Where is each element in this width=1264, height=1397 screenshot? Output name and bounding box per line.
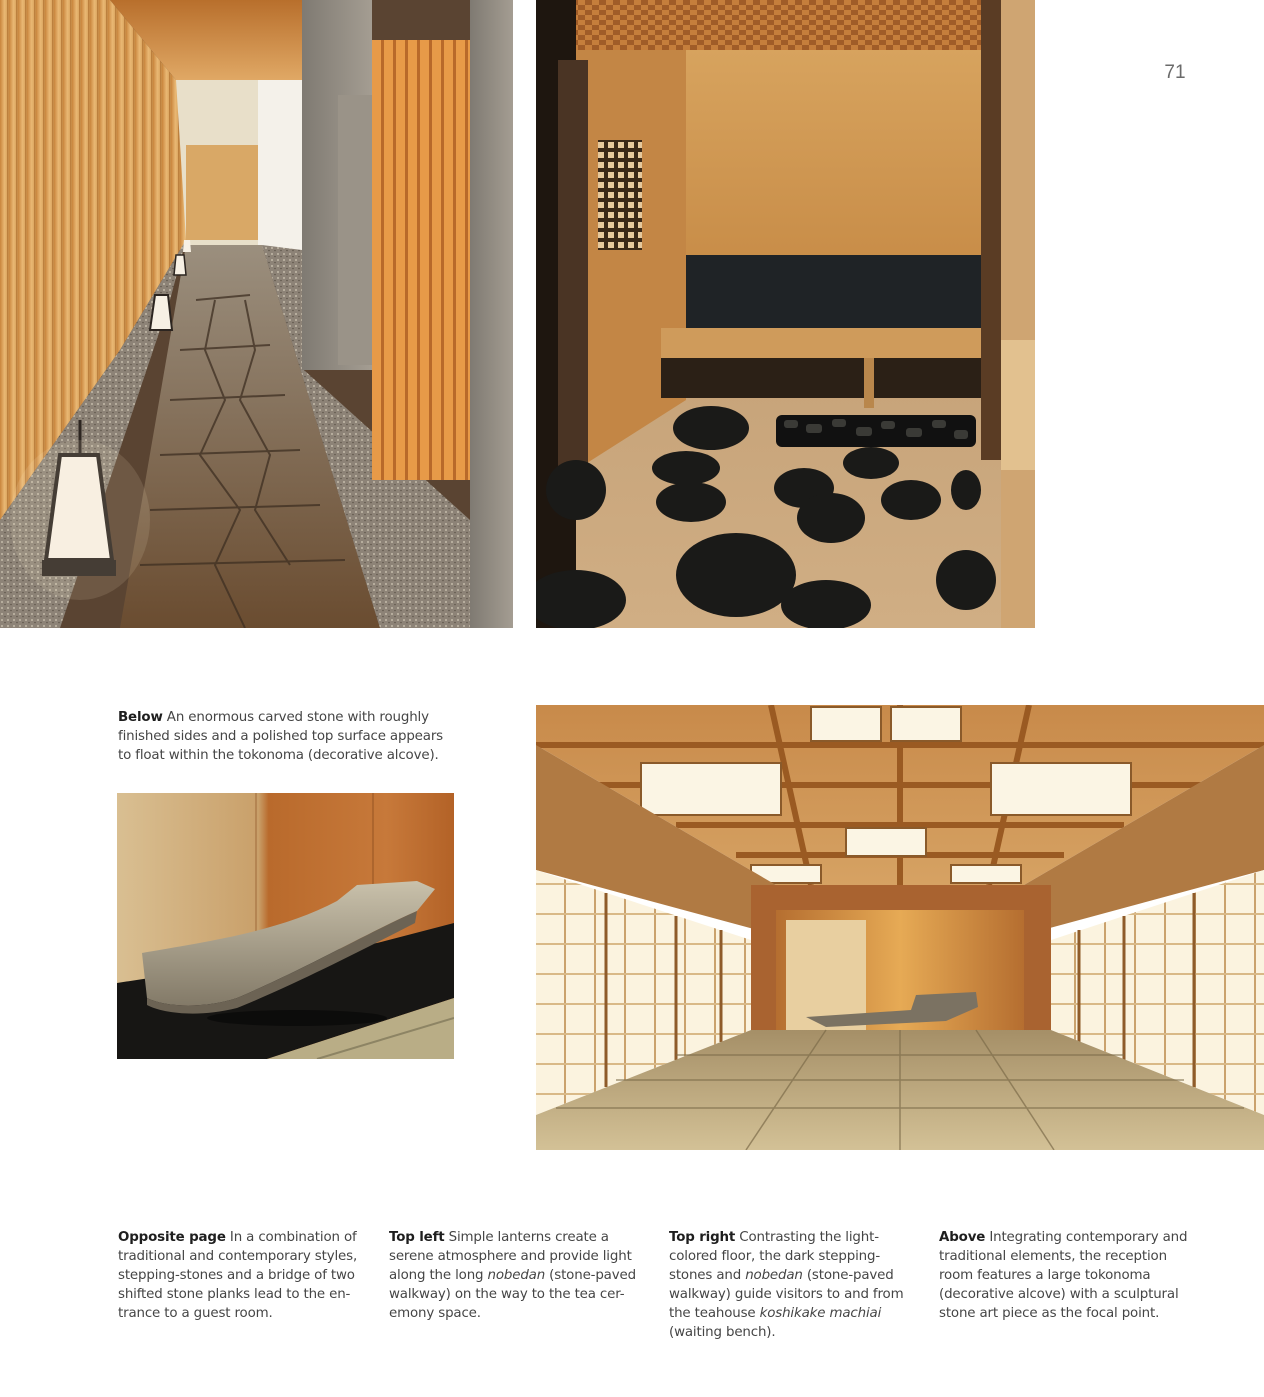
lantern-walkway-image [0,0,513,628]
caption-opposite-lead: Opposite page [118,1230,226,1245]
caption-top-right-text-3: (waiting bench). [669,1325,776,1340]
photo-teahouse-waiting-bench [536,0,1035,628]
caption-above-text: Integrating contemporary and traditional elements, the reception room features a large tokonoma (decorative alcove) with a sculptural stone art piece as the focal point. [939,1230,1188,1321]
caption-below [118,708,458,765]
caption-top-right [669,1228,921,1342]
page-number: 71 [1164,62,1186,83]
caption-top-right-lead: Top right [669,1230,736,1245]
carved-stone-image [117,793,454,1059]
caption-top-right-italic-1: nobedan [745,1268,803,1283]
photo-reception-room [536,705,1264,1150]
caption-top-left-text-2: (stone-paved walkway) on the way to the tea cer-emony space. [389,1268,636,1321]
caption-top-left-text-1: Simple lanterns create a serene atmosphere and provide light along the long [389,1230,632,1283]
caption-opposite-text: In a combination of traditional and contemporary styles, stepping-stones and a bridge of two shifted stone planks lead to the en-trance to a guest room. [118,1230,358,1321]
photo-carved-stone-tokonoma [117,793,454,1059]
caption-above [939,1228,1189,1323]
caption-top-left-italic-1: nobedan [487,1268,546,1283]
caption-top-right-text-1: Contrasting the light-colored floor, the dark stepping-stones and [669,1230,881,1283]
caption-top-left-lead: Top left [389,1230,445,1245]
caption-opposite-page [118,1228,368,1323]
caption-below-lead: Below [118,710,163,725]
caption-top-right-text-2: (stone-paved walkway) guide visitors to and from the teahouse [669,1268,904,1321]
photo-lantern-walkway [0,0,513,628]
reception-room-image [536,705,1264,1150]
caption-above-lead: Above [939,1230,986,1245]
caption-top-right-italic-2: koshikake machiai [759,1306,882,1321]
caption-below-text: An enormous carved stone with roughly finished sides and a polished top surface appears to float within the tokonoma (decorative alcove). [118,710,443,763]
teahouse-image [536,0,1035,628]
caption-top-left [389,1228,639,1323]
